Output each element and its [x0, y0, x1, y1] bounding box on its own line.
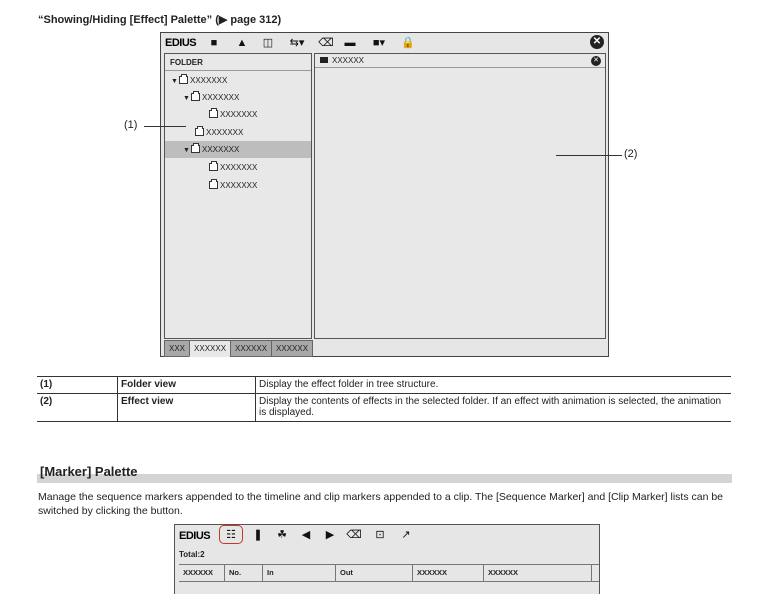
effect-view-title: XXXXXX — [332, 56, 365, 65]
tree-item[interactable] — [165, 89, 311, 106]
folder-icon[interactable]: ■ — [210, 37, 218, 49]
page-reference-heading[interactable]: “Showing/Hiding [Effect] Palette” (▶ page 312) — [38, 14, 282, 26]
view-icon[interactable]: ▬ — [344, 37, 356, 49]
close-icon[interactable]: ✕ — [591, 56, 601, 66]
delete-icon[interactable]: ⌫ — [346, 529, 362, 541]
up-icon[interactable]: ▲ — [236, 37, 248, 49]
column-header[interactable]: XXXXXX — [484, 565, 592, 581]
folder-icon — [209, 163, 218, 171]
switch-list-icon[interactable]: ☷ — [226, 529, 236, 541]
callout-1-line — [144, 126, 186, 127]
tree-item-label: XXXXXXX — [220, 163, 258, 172]
edius-logo: EDIUS — [165, 37, 197, 49]
tree-item-selected[interactable] — [165, 141, 311, 158]
description-table — [37, 376, 731, 422]
folder-icon — [209, 110, 218, 118]
tree-item[interactable] — [165, 124, 311, 141]
folder-icon — [320, 57, 328, 63]
folder-icon — [191, 93, 200, 101]
tree-item-label: XXXXXXX — [220, 110, 258, 119]
tab[interactable]: XXXXXX — [271, 340, 313, 357]
table-cell-description: Display the contents of effects in the selected folder. If an effect with animation is selected, the animation is displayed. — [256, 394, 732, 422]
expand-arrow-icon[interactable]: ▼ — [183, 147, 190, 154]
folder-icon — [179, 76, 188, 84]
tab[interactable]: XXXXXX — [230, 340, 272, 357]
clear-marker-icon[interactable]: ☘ — [277, 529, 287, 541]
table-row — [37, 394, 731, 422]
callout-2-line — [556, 155, 622, 156]
tree-item[interactable] — [165, 72, 311, 89]
column-header[interactable]: In — [263, 565, 336, 581]
effect-view — [314, 53, 606, 339]
import-icon[interactable]: ⊡ — [375, 529, 385, 541]
tree-item[interactable] — [165, 177, 311, 194]
close-icon[interactable]: ✕ — [590, 35, 604, 49]
tree-item-label: XXXXXXX — [206, 128, 244, 137]
tab[interactable]: XXX — [164, 340, 190, 357]
column-header[interactable]: No. — [225, 565, 263, 581]
callout-1-label: (1) — [124, 119, 138, 131]
new-folder-icon[interactable]: ◫ — [262, 37, 274, 49]
callout-2-label: (2) — [624, 148, 638, 160]
marker-palette-window — [174, 524, 600, 594]
tree-item-label: XXXXXXX — [220, 181, 258, 190]
tab-active[interactable]: XXXXXX — [189, 340, 231, 357]
column-header[interactable]: XXXXXX — [413, 565, 484, 581]
expand-arrow-icon[interactable]: ▼ — [171, 78, 178, 85]
lock-icon[interactable]: 🔒 — [401, 37, 415, 49]
total-count: Total:2 — [179, 550, 205, 559]
properties-dropdown-icon[interactable]: ⇆▾ — [289, 37, 305, 49]
tree-item[interactable] — [165, 106, 311, 123]
column-header[interactable]: Out — [336, 565, 413, 581]
folder-view — [164, 53, 312, 339]
tree-item[interactable] — [165, 159, 311, 176]
column-header[interactable]: XXXXXX — [179, 565, 225, 581]
previous-marker-icon[interactable]: ◀ — [301, 529, 311, 541]
delete-icon[interactable]: ⌫ — [318, 37, 334, 49]
tree-item-label: XXXXXXX — [190, 76, 228, 85]
set-marker-icon[interactable]: ❚ — [253, 529, 263, 541]
folder-icon — [209, 181, 218, 189]
effect-view-header — [315, 54, 605, 68]
section-paragraph: Manage the sequence markers appended to the timeline and clip markers appended to a clip. The [Sequence Marker] and [Clip Marker] lists can be switched by clicking the button. — [38, 491, 724, 517]
table-row — [37, 377, 731, 394]
table-cell-number: (2) — [37, 394, 118, 422]
folder-icon — [191, 145, 200, 153]
table-cell-name: Folder view — [118, 377, 256, 394]
color-dropdown-icon[interactable]: ■▾ — [372, 37, 386, 49]
expand-arrow-icon[interactable]: ▼ — [183, 95, 190, 102]
effect-palette-window — [160, 32, 609, 357]
section-title: [Marker] Palette — [40, 464, 138, 479]
tree-item-label: XXXXXXX — [202, 93, 240, 102]
next-marker-icon[interactable]: ▶ — [325, 529, 335, 541]
folder-icon — [195, 128, 204, 136]
tab-bar — [164, 340, 312, 356]
export-icon[interactable]: ↗ — [401, 529, 411, 541]
folder-header: FOLDER — [165, 54, 311, 71]
table-cell-number: (1) — [37, 377, 118, 394]
toolbar — [161, 33, 608, 53]
tree-item-label: XXXXXXX — [202, 145, 240, 154]
section-title-bar — [37, 474, 732, 483]
edius-logo: EDIUS — [179, 530, 211, 542]
table-cell-description: Display the effect folder in tree structure. — [256, 377, 732, 394]
table-cell-name: Effect view — [118, 394, 256, 422]
list-header — [179, 564, 599, 582]
